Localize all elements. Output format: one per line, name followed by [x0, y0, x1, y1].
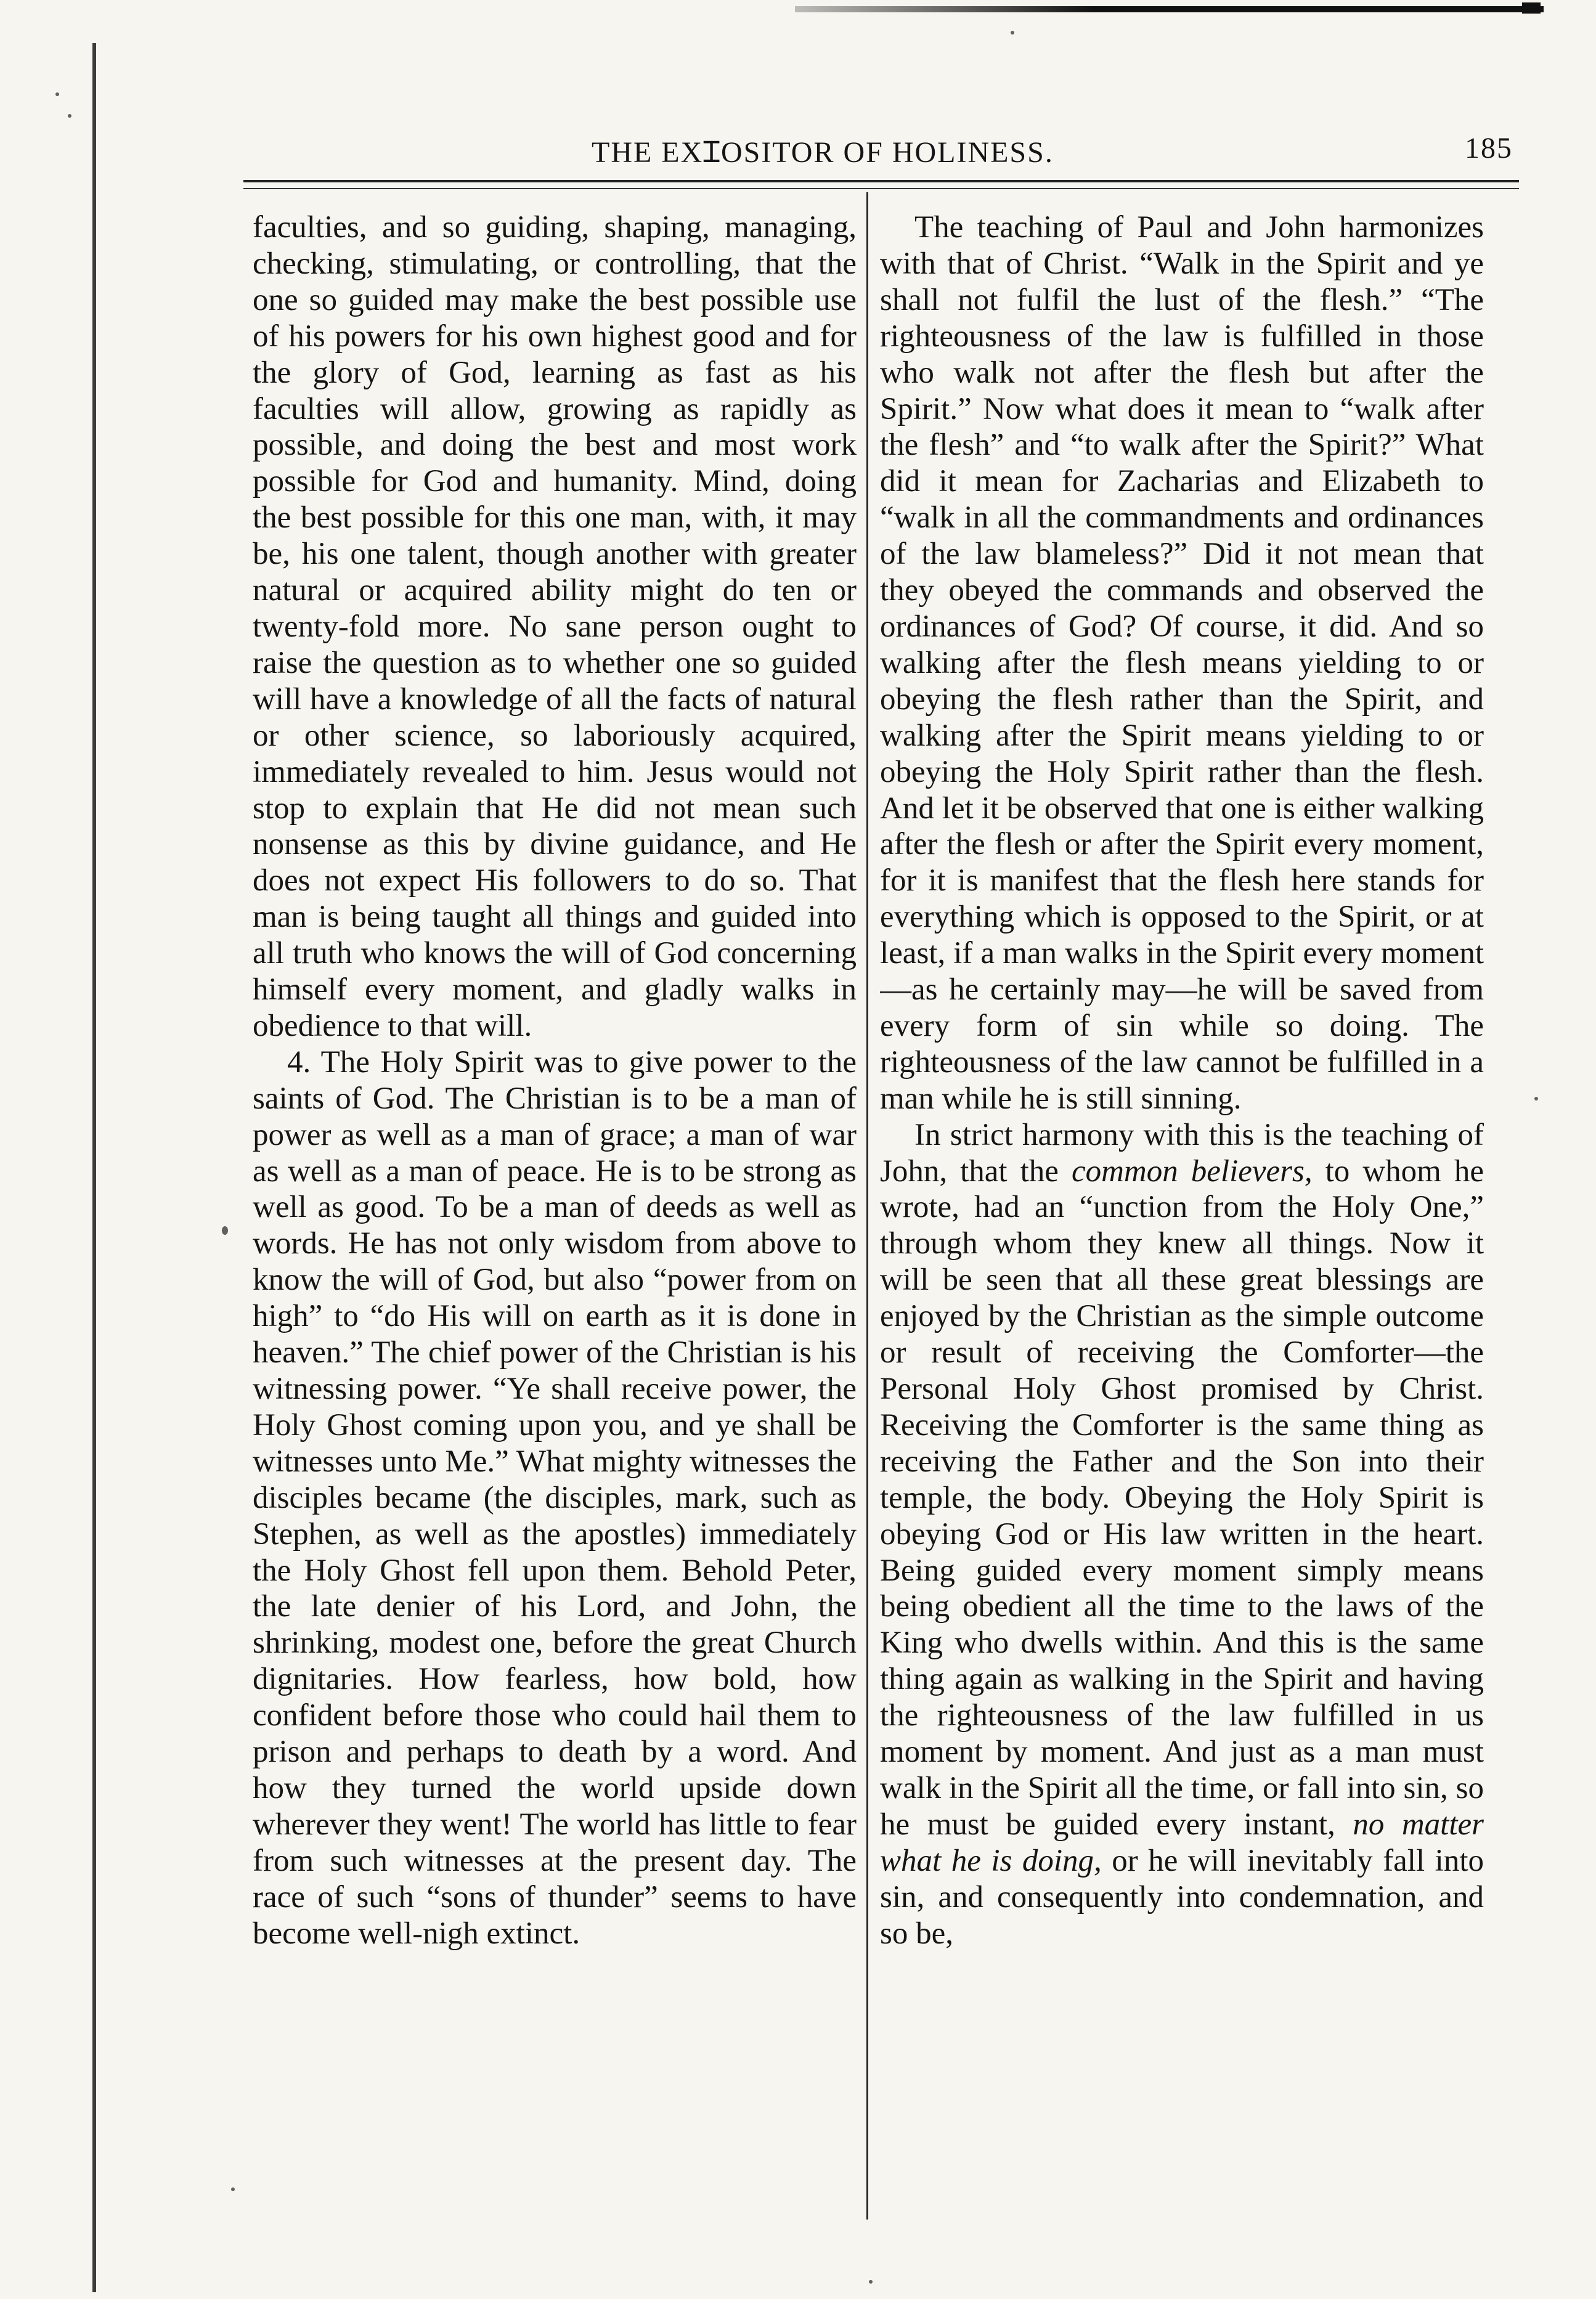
- page-header: [243, 126, 1513, 169]
- top-rule-cap: [1522, 2, 1541, 14]
- right-column: [880, 210, 1484, 2218]
- italic-run: no matter what he is doing,: [880, 1807, 1484, 1878]
- header-rule: [243, 180, 1519, 182]
- speck: [869, 2280, 873, 2284]
- running-title: THE EXꞮOSITOR OF HOLINESS.: [592, 136, 1054, 169]
- page-number: 185: [1465, 132, 1513, 165]
- paragraph: 4. The Holy Spirit was to give power to the saints of God. The Christian is to be a man of power as well as a man of grace; a man of war as well as a man of peace. He is to be strong as well as good. To be a man of deeds as well as words. He has not only wisdom from above to know the will of God, but also “power from on high” to “do His will on earth as it is done in heaven.” The chief power of the Christian is his witnessing power. “Ye shall receive power, the Holy Ghost coming upon you, and ye shall be witnesses unto Me.” What mighty witnesses the disciples became (the disciples, mark, such as Stephen, as well as the apostles) immediately the Holy Ghost fell upon them. Behold Peter, the late denier of his Lord, and John, the shrinking, modest one, before the great Church dignitaries. How fearless, how bold, how confident before those who could hail them to prison and perhaps to death by a word. And how they turned the world upside down wherever they went! The world has little to fear from such witnesses at the present day. The race of such “sons of thunder” seems to have become well-nigh extinct.: [253, 1044, 857, 1951]
- paragraph: [880, 1117, 1484, 1952]
- page-edge: [92, 43, 96, 2292]
- text-run: In strict harmony with this is the teaching of John, that the: [880, 1117, 1484, 1189]
- speck: [1534, 1097, 1538, 1101]
- speck: [222, 1226, 228, 1235]
- paragraph: faculties, and so guiding, shaping, managing, checking, stimulating, or controlling, that the one so guided may make the best possible use of his powers for his own highest good and for the glory of God, learning as fast as his faculties will allow, growing as rapidly as possible, and doing the best and most work possible for God and humanity. Mind, doing the best possible for this one man, with, it may be, his one talent, though another with greater natural or acquired ability might do ten or twenty-fold more. No sane person ought to raise the question as to whether one so guided will have a knowledge of all the facts of natural or other science, so laboriously acquired, immediately revealed to him. Jesus would not stop to explain that He did not mean such nonsense as this by divine guidance, and He does not expect His followers to do so. That man is being taught all things and guided into all truth who knows the will of God concerning himself every moment, and gladly walks in obedience to that will.: [253, 210, 857, 1043]
- header-rule-thin: [243, 188, 1519, 189]
- speck: [68, 114, 71, 118]
- column-divider: [866, 192, 868, 2220]
- top-rule: [795, 6, 1544, 12]
- text-run: or he will inevitably fall into sin, and consequently into condemnation, and so be,: [880, 1843, 1484, 1951]
- speck: [1011, 31, 1014, 35]
- italic-run: common believers,: [1071, 1154, 1313, 1189]
- text-run: to whom he wrote, had an “unction from the Holy One,” through whom they knew all things. Now it will be seen that all these great blessings are enjoyed by the Christian as the simple outcome or result of receiving the Comforter—the Personal Holy Ghost promised by Christ. Receiving the Comforter is the same thing as receiving the Father and the Son into their temple, the body. Obeying the Holy Spirit is obeying God or His law written in the heart. Being guided every moment simply means being obedient all the time to the laws of the King who dwells within. And this is the same thing again as walking in the Spirit and having the righteousness of the law fulfilled in us moment by moment. And just as a man must walk in the Spirit all the time, or fall into sin, so he must be guided every instant,: [880, 1154, 1484, 1842]
- paragraph: The teaching of Paul and John harmonizes with that of Christ. “Walk in the Spirit and ye shall not fulfil the lust of the flesh.” “The righteousness of the law is fulfilled in those who walk not after the flesh but after the Spirit.” Now what does it mean to “walk after the flesh” and “to walk after the Spirit?” What did it mean for Zacharias and Elizabeth to “walk in all the commandments and ordinances of the law blameless?” Did it not mean that they obeyed the commands and observed the ordinances of God? Of course, it did. And so walking after the flesh means yielding to or obeying the flesh rather than the Spirit, and walking after the Spirit means yielding to or obeying the Holy Spirit rather than the flesh. And let it be observed that one is either walking after the flesh or after the Spirit every moment, for it is manifest that the flesh here stands for everything which is opposed to the Spirit, or at least, if a man walks in the Spirit every moment—as he certainly may—he will be saved from every form of sin while so doing. The righteousness of the law cannot be fulfilled in a man while he is still sinning.: [880, 210, 1484, 1116]
- speck: [55, 92, 59, 96]
- speck: [231, 2187, 235, 2191]
- left-column: [253, 210, 857, 2218]
